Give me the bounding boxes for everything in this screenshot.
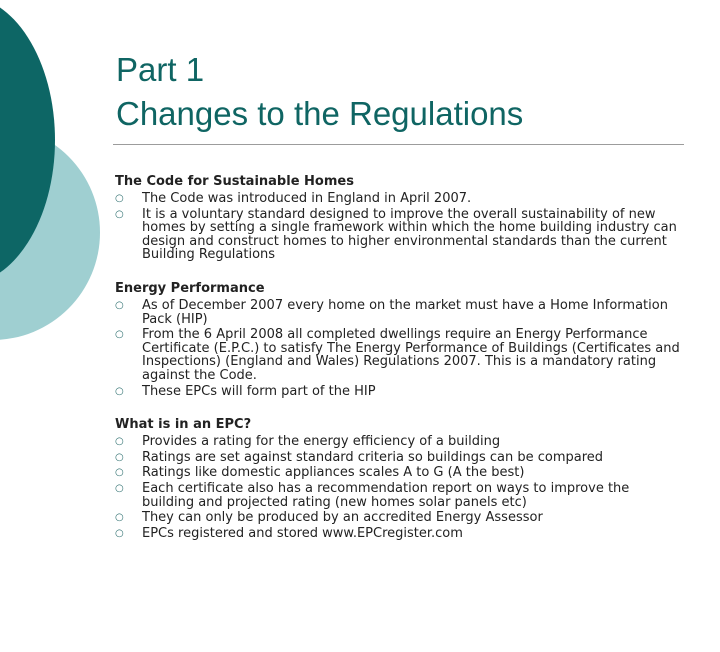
decorative-circles — [0, 0, 110, 652]
section-heading: What is in an EPC? — [115, 417, 252, 433]
circle-outline-icon: ○ — [115, 451, 124, 463]
bullet-text: Provides a rating for the energy efficiency of a building — [142, 434, 501, 450]
circle-outline-icon: ○ — [115, 193, 124, 204]
bullet-item — [115, 328, 685, 382]
bullet-text: EPCs registered and stored www.EPCregister.com — [142, 525, 463, 541]
bullet-item — [115, 208, 685, 262]
bullet-item — [115, 192, 685, 206]
bullet-text: Each certificate also has a recommendation report on ways to improve the building and projected rating (new homes solar panels etc) — [142, 480, 630, 510]
bullet-item — [115, 466, 685, 480]
bullet-text: The Code was introduced in England in April 2007. — [142, 191, 472, 206]
section — [115, 174, 685, 262]
title-divider — [113, 144, 684, 145]
section — [115, 417, 685, 540]
section-heading: The Code for Sustainable Homes — [115, 174, 354, 189]
circle-outline-icon: ○ — [115, 482, 124, 494]
circle-outline-icon: ○ — [115, 329, 124, 341]
bullet-text: They can only be produced by an accredited Energy Assessor — [142, 510, 543, 526]
section-heading: Energy Performance — [115, 280, 265, 296]
bullet-item — [115, 435, 685, 449]
bullet-text: Ratings are set against standard criteria so buildings can be compared — [142, 449, 604, 465]
slide-body — [115, 174, 685, 559]
bullet-item — [115, 385, 685, 399]
circle-outline-icon: ○ — [115, 299, 124, 311]
bullet-item — [115, 527, 685, 541]
bullet-text: It is a voluntary standard designed to improve the overall sustainability of new homes by setting a single framework within which the home building industry can design and construct homes to higher environmental standards than the current Building Regulations — [142, 206, 677, 263]
section — [115, 281, 685, 398]
bullet-item — [115, 511, 685, 525]
title-line-subject: Changes to the Regulations — [116, 95, 524, 132]
slide-title — [116, 48, 523, 136]
circle-outline-icon: ○ — [115, 527, 124, 539]
bullet-text: These EPCs will form part of the HIP — [142, 383, 376, 399]
bullet-text: From the 6 April 2008 all completed dwellings require an Energy Performance Certificate (E.P.C.) to satisfy The Energy Performance of Buildings (Certificates and Inspections) (England and Wales) Regulations 2007. This is a mandatory rating against the Code. — [142, 327, 680, 383]
circle-outline-icon: ○ — [115, 467, 124, 479]
bullet-text: Ratings like domestic appliances scales A to G (A the best) — [142, 465, 525, 481]
circle-outline-icon: ○ — [115, 436, 124, 448]
title-line-part: Part 1 — [116, 51, 205, 88]
bullet-item — [115, 451, 685, 465]
circle-outline-icon: ○ — [115, 385, 124, 397]
circle-outline-icon: ○ — [115, 512, 124, 524]
circle-outline-icon: ○ — [115, 208, 124, 220]
bullet-item — [115, 482, 685, 509]
bullet-text: As of December 2007 every home on the market must have a Home Information Pack (HIP) — [142, 297, 668, 327]
bullet-item — [115, 299, 685, 326]
